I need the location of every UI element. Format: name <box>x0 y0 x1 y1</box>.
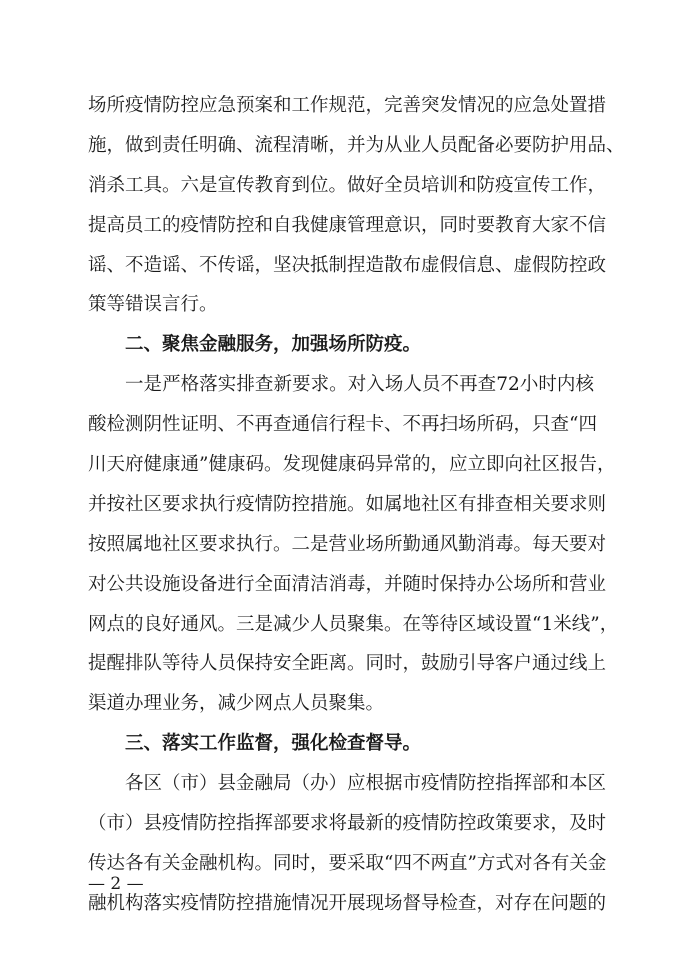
body-line: 施，做到责任明确、流程清晰，并为从业人员配备必要防护用品、 <box>88 134 625 156</box>
body-line: 消杀工具。六是宣传教育到位。做好全员培训和防疫宣传工作， <box>88 174 607 196</box>
body-line: 各区（市）县金融局（办）应根据市疫情防控指挥部和本区 <box>125 773 607 795</box>
body-line: 川天府健康通”健康码。发现健康码异常的，应立即向社区报告， <box>88 454 616 476</box>
body-line: 并按社区要求执行疫情防控措施。如属地社区有排查相关要求则 <box>88 493 607 515</box>
section-heading: 三、落实工作监督，强化检查督导。 <box>125 733 422 755</box>
body-line: 按照属地社区要求执行。二是营业场所勤通风勤消毒。每天要对 <box>88 533 607 555</box>
document-body <box>88 86 625 924</box>
body-line: 网点的良好通风。三是减少人员聚集。在等待区域设置“1米线”， <box>88 613 619 635</box>
body-line: 谣、不造谣、不传谣，坚决抵制捏造散布虚假信息、虚假防控政 <box>88 254 607 276</box>
body-line: （市）县疫情防控指挥部要求将最新的疫情防控政策要求，及时 <box>88 813 607 835</box>
page-number: — 2 — <box>88 874 144 894</box>
body-line: 渠道办理业务，减少网点人员聚集。 <box>88 693 385 715</box>
body-line: 场所疫情防控应急预案和工作规范，完善突发情况的应急处置措 <box>88 95 607 116</box>
section-heading: 二、聚焦金融服务，加强场所防疫。 <box>125 334 422 356</box>
body-line: 传达各有关金融机构。同时，要采取“四不两直”方式对各有关金 <box>88 852 607 874</box>
body-line: 对公共设施设备进行全面清洁消毒，并随时保持办公场所和营业 <box>88 573 607 595</box>
body-line: 策等错误言行。 <box>88 294 218 316</box>
body-line: 提高员工的疫情防控和自我健康管理意识，同时要教育大家不信 <box>88 214 607 236</box>
body-line: 融机构落实疫情防控措施情况开展现场督导检查，对存在问题的 <box>88 892 607 914</box>
body-line: 酸检测阴性证明、不再查通信行程卡、不再扫场所码，只查“四 <box>88 414 597 436</box>
body-line: 提醒排队等待人员保持安全距离。同时，鼓励引导客户通过线上 <box>88 653 607 675</box>
body-line: 一是严格落实排查新要求。对入场人员不再查72小时内核 <box>125 374 594 396</box>
